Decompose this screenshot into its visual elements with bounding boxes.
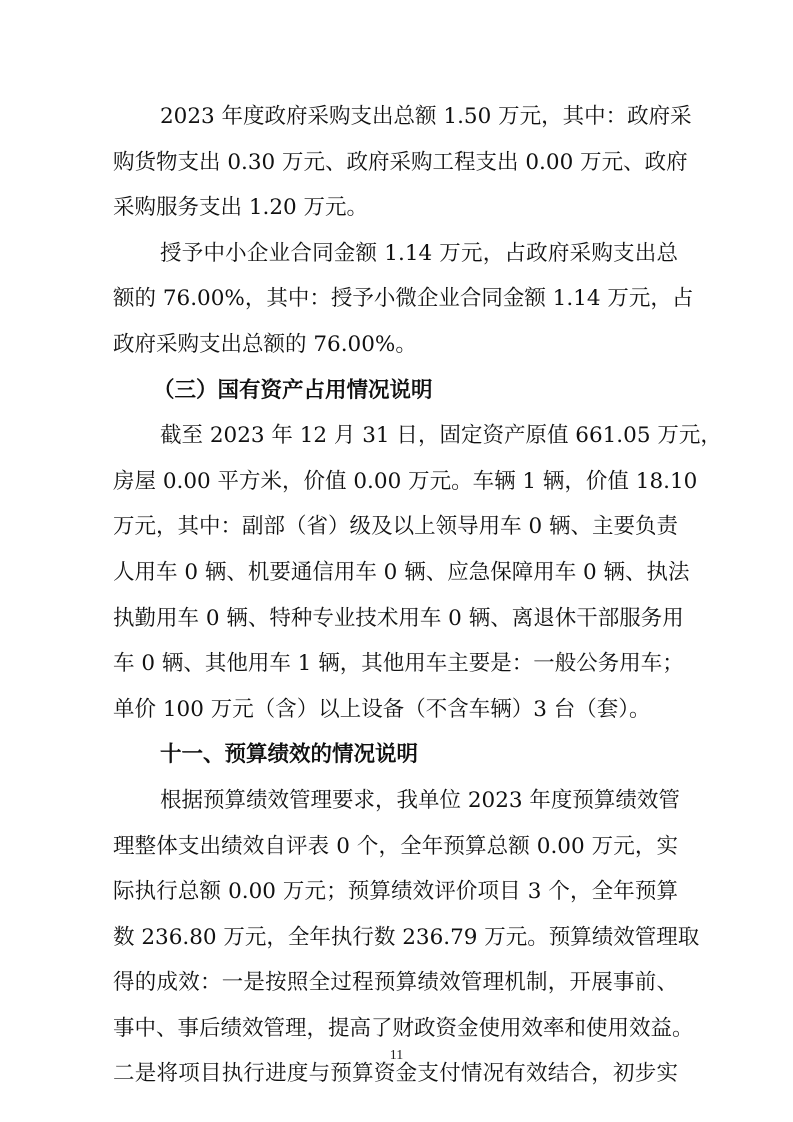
text-line: 车 0 辆、其他用车 1 辆，其他用车主要是：一般公务用车； (113, 651, 684, 677)
text-line: 政府采购支出总额的 76.00%。 (113, 331, 417, 357)
paragraph-sme-contracts (113, 231, 694, 368)
text-line: 授予中小企业合同金额 1.14 万元，占政府采购支出总 (160, 240, 678, 266)
text-line: 得的成效：一是按照全过程预算绩效管理机制，开展事前、 (113, 970, 678, 996)
text-line: 际执行总额 0.00 万元；预算绩效评价项目 3 个，全年预算 (113, 879, 678, 905)
paragraph-assets-detail (113, 413, 722, 732)
text-line: 执勤用车 0 辆、特种专业技术用车 0 辆、离退休干部服务用 (113, 605, 684, 631)
document-page (113, 94, 722, 1097)
text-line: 二是将项目执行进度与预算资金支付情况有效结合，初步实 (113, 1061, 678, 1087)
section-heading-performance: 十一、预算绩效的情况说明 (160, 742, 419, 768)
text-line: 数 236.80 万元，全年执行数 236.79 万元。预算绩效管理取 (113, 924, 700, 950)
text-line: 理整体支出绩效自评表 0 个，全年预算总额 0.00 万元，实 (113, 833, 678, 859)
text-line: 截至 2023 年 12 月 31 日，固定资产原值 661.05 万元， (160, 423, 722, 449)
text-line: 2023 年度政府采购支出总额 1.50 万元，其中：政府采 (160, 104, 692, 129)
text-line: 房屋 0.00 平方米，价值 0.00 万元。车辆 1 辆，价值 18.10 (113, 468, 698, 494)
text-line: 人用车 0 辆、机要通信用车 0 辆、应急保障用车 0 辆、执法 (113, 559, 690, 585)
text-line: 根据预算绩效管理要求，我单位 2023 年度预算绩效管 (160, 787, 680, 813)
page-number: 11 (389, 1048, 404, 1063)
text-line: 万元，其中：副部（省）级及以上领导用车 0 辆、主要负责 (113, 514, 678, 540)
section-heading-assets: （三）国有资产占用情况说明 (153, 377, 433, 403)
paragraph-procurement-total (113, 94, 692, 231)
text-line: 事中、事后绩效管理，提高了财政资金使用效率和使用效益。 (113, 1015, 694, 1041)
text-line: 单价 100 万元（含）以上设备（不含车辆）3 台（套）。 (113, 696, 651, 722)
text-line: 额的 76.00%，其中：授予小微企业合同金额 1.14 万元，占 (113, 286, 694, 312)
text-line: 购货物支出 0.30 万元、政府采购工程支出 0.00 万元、政府 (113, 149, 688, 175)
text-line: 采购服务支出 1.20 万元。 (113, 195, 369, 221)
